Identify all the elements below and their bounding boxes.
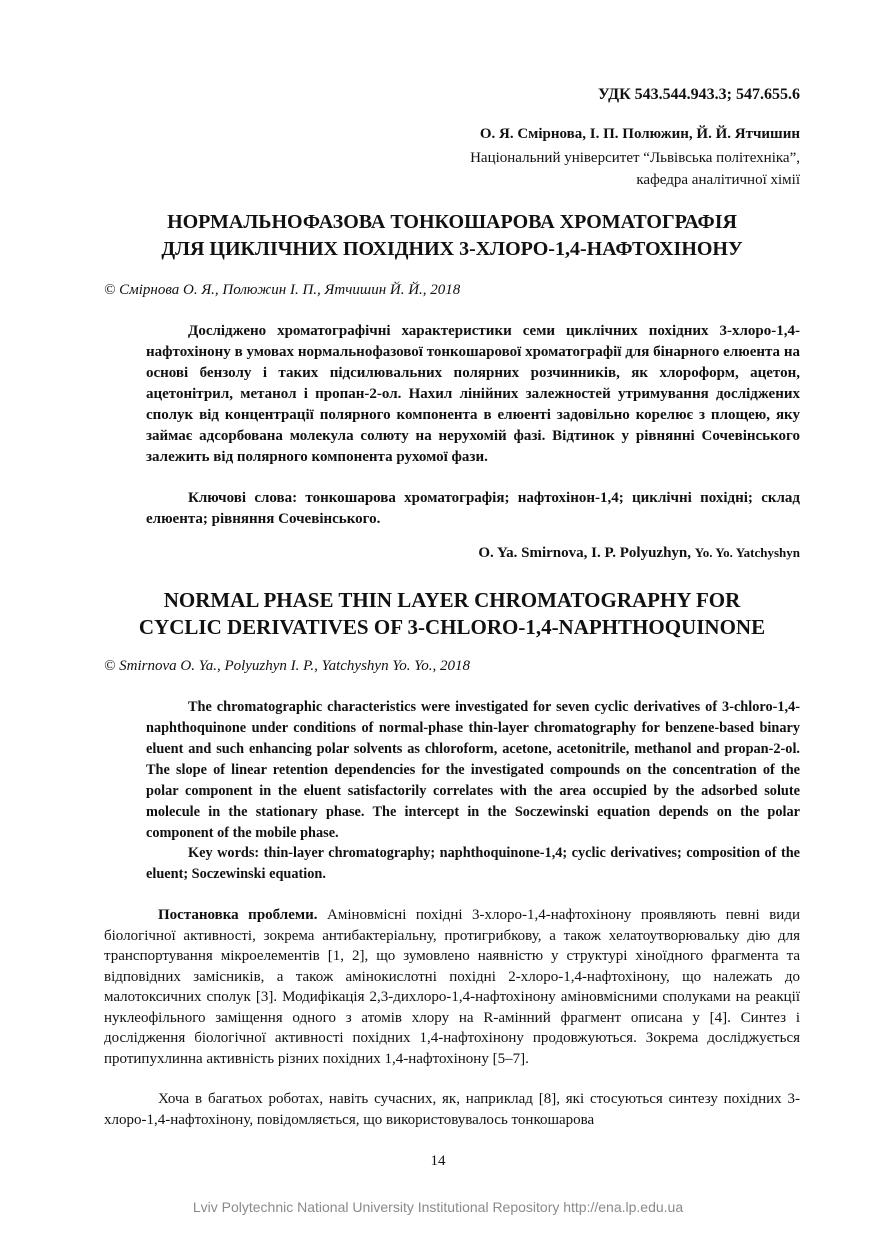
body-paragraph-1 (104, 905, 800, 1069)
affiliation-line-1: Національний університет “Львівська політехніка”, (470, 150, 800, 166)
abstract-en: The chromatographic characteristics were investigated for seven cyclic derivatives of 3-chloro-1,4-naphthoquinone under conditions of normal-phase thin-layer chromatography for benzene-based binary eluent and such enhancing polar solvents as chloroform, acetone, acetonitrile, methanol and propan-2-ol. The slope of linear retention dependencies for the investigated compounds on the concentration of the polar component in the eluent satisfactorily correlates with the area occupied by the adsorbed solute molecule in the stationary phase. The intercept in the Soczewinski equation depends on the polar component of the mobile phase. (146, 699, 800, 841)
keywords-ua: Ключові слова: тонкошарова хроматографія; нафтохінон-1,4; циклічні похідні; склад елюента; рівняння Сочевінського. (146, 490, 800, 527)
page-number: 14 (430, 1153, 446, 1169)
authors-ua: О. Я. Смірнова, І. П. Полюжин, Й. Й. Ятчишин (479, 126, 800, 142)
authors-en-main: O. Ya. Smirnova, I. P. Polyuzhyn, (478, 545, 695, 561)
body-paragraph-2: Хоча в багатьох роботах, навіть сучасних, як, наприклад [8], які стосуються синтезу похідних 3-хлоро-1,4-нафтохінону, повідомляється, що використовувалось тонкошарова (104, 1091, 800, 1128)
repository-footer: Lviv Polytechnic National University Institutional Repository http://ena.lp.edu.ua (192, 1199, 684, 1215)
section-heading: Постановка проблеми. (158, 907, 318, 923)
udc-code: УДК 543.544.943.3; 547.655.6 (597, 86, 800, 103)
title-en-line-2: CYCLIC DERIVATIVES OF 3-CHLORO-1,4-NAPHTHOQUINONE (138, 615, 766, 639)
title-ua-line-1: НОРМАЛЬНОФАЗОВА ТОНКОШАРОВА ХРОМАТОГРАФІЯ (167, 211, 737, 233)
copyright-ua: © Смірнова О. Я., Полюжин І. П., Ятчишин Й. Й., 2018 (104, 282, 461, 298)
title-ua-line-2: ДЛЯ ЦИКЛІЧНИХ ПОХІДНИХ 3-ХЛОРО-1,4-НАФТОХІНОНУ (161, 238, 743, 260)
authors-en-last: Yo. Yo. Yatchyshyn (694, 545, 800, 560)
copyright-en: © Smirnova O. Ya., Polyuzhyn I. P., Yatchyshyn Yo. Yo., 2018 (104, 658, 471, 674)
title-ua (104, 209, 800, 263)
affiliation-line-2: кафедра аналітичної хімії (636, 172, 800, 188)
body-paragraph-1-text: Аміновмісні похідні 3-хлоро-1,4-нафтохінону проявляють певні види біологічної активності, зокрема антибактеріальну, протигрибкову, а також хелатоутворювальку дію для транспортування мікроелементів [1, 2], що зумовлено наявністю у структурі хіноїдного фрагмента та відповідних замісників, а також амінокислотні похідні 2-хлоро-1,4-нафтохінону, що належать до малотоксичних сполук [3]. Модифікація 2,3-дихлоро-1,4-нафтохінону аміновмісними сполуками на реакції нуклеофільного заміщення одного з атомів хлору на R-амінний фрагмент описана у [4]. Синтез і дослідження біологічної активності похідних 1,4-нафтохінону продовжуються. Зокрема досліджується протипухлинна активність різних похідних 1,4-нафтохінону [5–7]. (104, 907, 800, 1067)
keywords-en: Key words: thin-layer chromatography; naphthoquinone-1,4; cyclic derivatives; composition of the eluent; Soczewinski equation. (146, 845, 800, 882)
title-en (104, 587, 800, 641)
abstract-ua: Досліджено хроматографічні характеристики семи циклічних похідних 3-хлоро-1,4-нафтохінону в умовах нормальнофазової тонкошарової хроматографії для бінарного елюента на основі бензолу і таких підсилювальних полярних розчинників, як хлороформ, ацетон, ацетонітрил, метанол і пропан-2-ол. Нахил лінійних залежностей утримування досліджених сполук від концентрації полярного компонента в елюенті задовільно корелює з площею, яку займає адсорбована молекула солюту на нерухомій фазі. Відтинок у рівнянні Сочевінського залежить від полярного компонента рухомої фази. (146, 323, 800, 465)
authors-en (478, 545, 800, 562)
title-en-line-1: NORMAL PHASE THIN LAYER CHROMATOGRAPHY FOR (163, 588, 741, 612)
